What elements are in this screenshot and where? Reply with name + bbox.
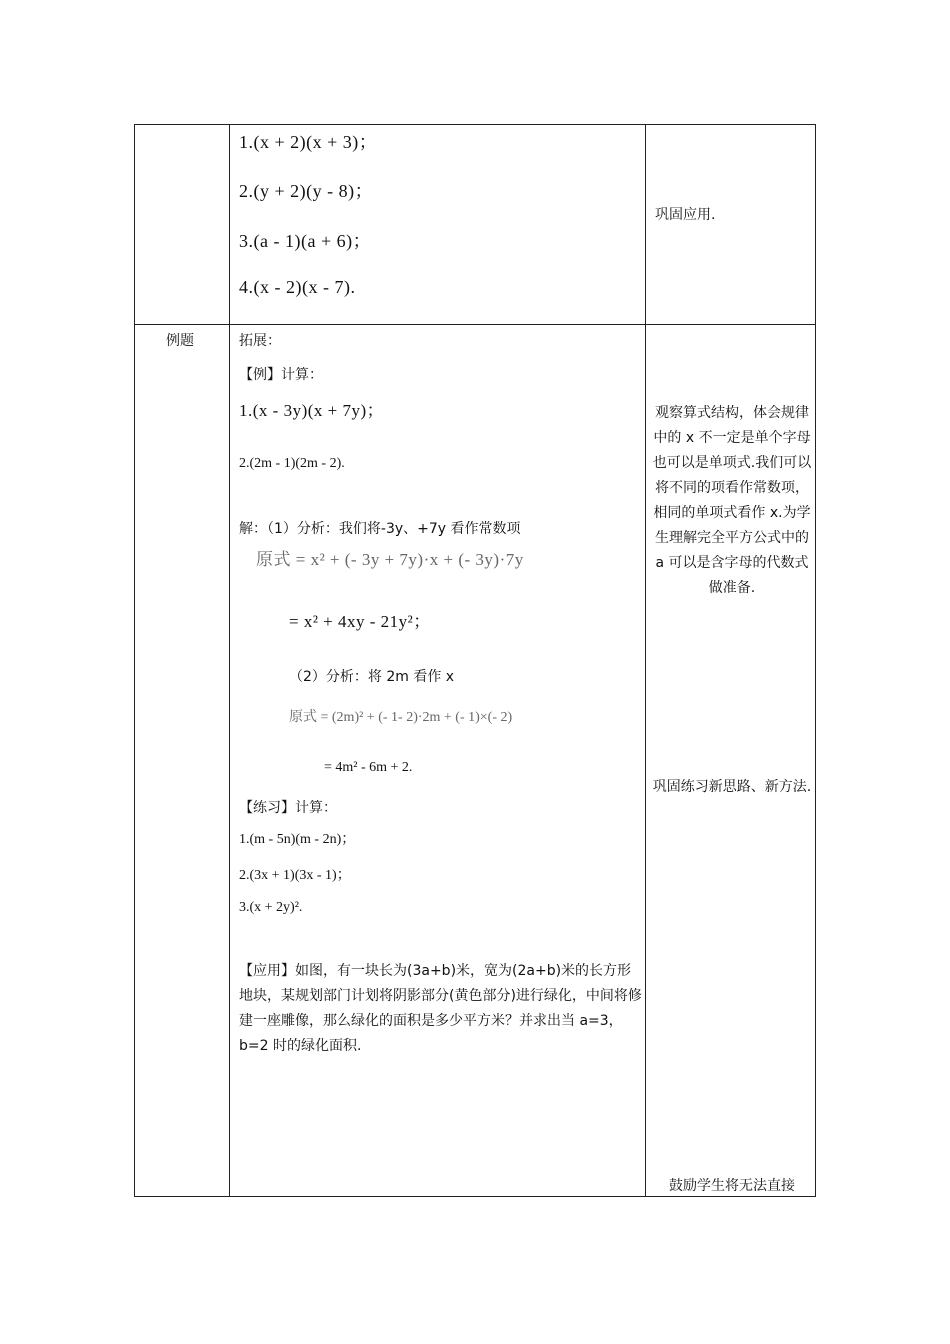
practice-2: 2.(3x + 1)(3x - 1)；: [239, 868, 351, 883]
solution-intro: 解：（1）分析：我们将-3y、+7y 看作常数项: [239, 521, 521, 537]
table-right-border: [815, 124, 816, 1197]
example-1: 1.(x - 3y)(x + 7y)；: [239, 401, 385, 420]
analysis-2: （2）分析：将 2m 看作 x: [289, 669, 455, 685]
row-divider: [134, 324, 816, 325]
example-2: 2.(2m - 1)(2m - 2).: [239, 456, 345, 471]
problem-1: 1.(x + 2)(x + 3)；: [239, 132, 378, 152]
solution1-line1: 原式 = x² + (- 3y + 7y)·x + (- 3y)·7y: [256, 550, 524, 569]
practice-title: 【练习】计算：: [239, 800, 337, 816]
practice-1: 1.(m - 5n)(m - 2n)；: [239, 832, 356, 847]
solution1-line2: = x² + 4xy - 21y²；: [289, 612, 431, 631]
lesson-table: [134, 124, 816, 1197]
column-divider-2: [645, 124, 646, 1197]
table-top-border: [134, 124, 816, 125]
solution2-line2: = 4m² - 6m + 2.: [324, 760, 413, 775]
teaching-note-3: 鼓励学生将无法直接: [669, 1178, 795, 1194]
problem-2: 2.(y + 2)(y - 8)；: [239, 181, 374, 201]
teaching-note-2: 巩固练习新思路、新方法.: [652, 779, 812, 795]
extension-heading: 拓展：: [239, 333, 281, 349]
application-problem: 【应用】如图，有一块长为(3a+b)米，宽为(2a+b)米的长方形地块，某规划部门计划将阴影部分(黄色部分)进行绿化，中间将修建一座雕像，那么绿化的面积是多少平方米？并求出当 a=3，b=2 时的绿化面积.: [239, 963, 642, 1054]
solution2-line1: 原式 = (2m)² + (- 1- 2)·2m + (- 1)×(- 2): [289, 710, 513, 725]
problem-3: 3.(a - 1)(a + 6)；: [239, 231, 372, 251]
problem-4: 4.(x - 2)(x - 7).: [239, 277, 356, 297]
practice-3: 3.(x + 2y)².: [239, 900, 303, 915]
example-title: 【例】计算：: [239, 367, 323, 383]
table-left-border: [134, 124, 135, 1197]
row1-note: 巩固应用.: [655, 207, 716, 223]
teaching-note-1: 观察算式结构，体会规律中的 x 不一定是单个字母也可以是单项式.我们可以将不同的项看作常数项，相同的单项式看作 x.为学生理解完全平方公式中的 a 可以是含字母的代数式做准备.: [652, 405, 812, 596]
column-divider-1: [229, 124, 230, 1197]
row2-label: 例题: [166, 333, 194, 349]
table-bottom-border: [134, 1196, 816, 1197]
